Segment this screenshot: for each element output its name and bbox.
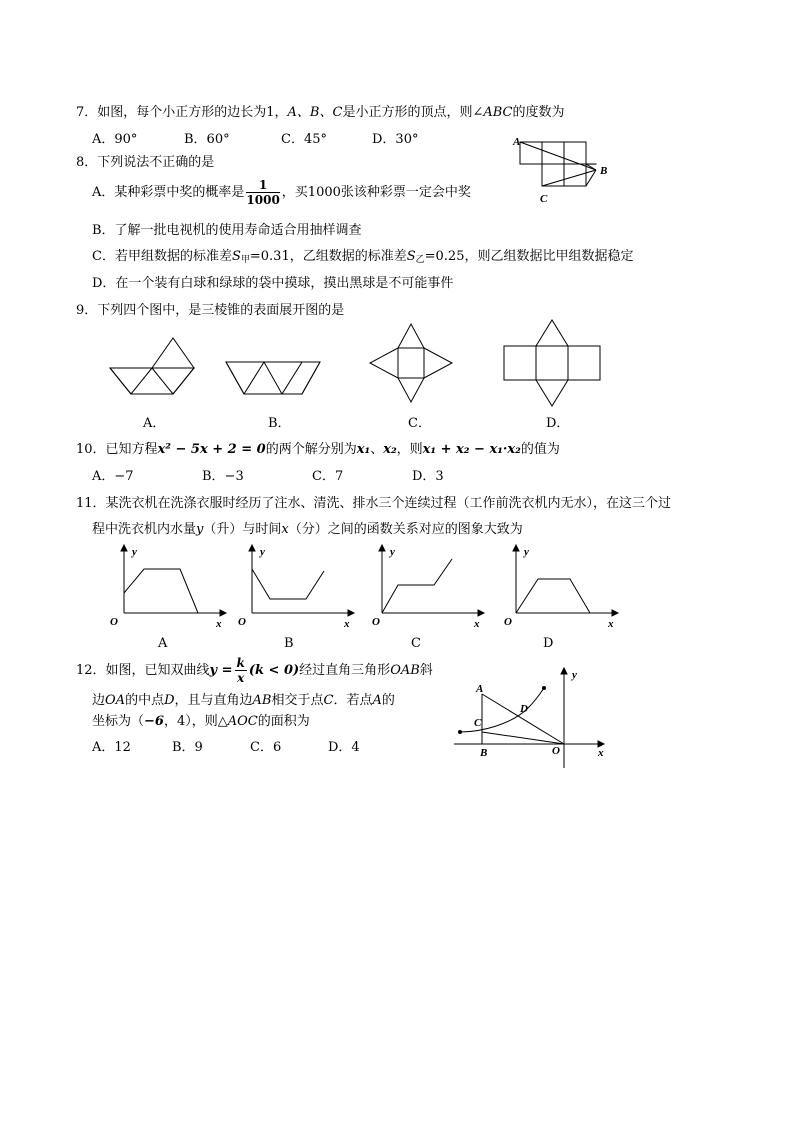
q11-c-xlabel: x <box>474 618 480 630</box>
q11-caption-a: A <box>158 636 168 651</box>
q9-caption-d: D． <box>546 416 570 431</box>
q7-grid-figure <box>510 134 610 214</box>
q12-line2 <box>92 692 395 710</box>
q11-a-ylabel: y <box>132 546 137 558</box>
q11-line2 <box>92 521 523 539</box>
q10-prefix: 10．已知方程 <box>76 442 158 457</box>
q10-equation: x² − 5x + 2 = 0 <box>157 442 266 457</box>
q8-c-prefix: C．若甲组数据的标准差 <box>92 249 232 264</box>
q12-curve-end-dot <box>542 686 546 690</box>
q12-oa: OA <box>105 693 126 708</box>
q9-caption-a: A． <box>143 416 166 431</box>
q12-option-a: A．12 <box>92 740 131 755</box>
q11-b-xlabel: x <box>344 618 350 630</box>
q12-stem <box>76 656 433 686</box>
q8-c-s2: S <box>406 249 416 264</box>
q12-label-b: B <box>480 747 488 759</box>
q12-c: C <box>323 693 334 708</box>
q10-option-a: A．−7 <box>92 469 134 484</box>
q11-caption-b: B <box>284 636 294 651</box>
q12-prefix: 12．如图，已知双曲线 <box>76 663 210 678</box>
q8-a-suffix: ，买1000张该种彩票一定会中奖 <box>281 185 471 200</box>
q11-l2a: 程中洗衣机内水量 <box>92 522 197 537</box>
q12-l2f: 的 <box>381 693 395 708</box>
q11-caption-d: D <box>543 636 554 651</box>
q7-tail: 的度数为 <box>512 105 565 120</box>
q10-option-b: B．−3 <box>202 469 244 484</box>
q10-x2: x₂ <box>383 442 397 457</box>
q8-frac-num: 1 <box>246 178 279 193</box>
q8-c-mid: =0.31，乙组数据的标准差 <box>249 249 407 264</box>
q9-caption-c: C． <box>408 416 431 431</box>
q12-end1: 斜 <box>419 663 433 678</box>
q8-c-suffix: =0.25，则乙组数据比甲组数据稳定 <box>424 249 634 264</box>
q11-c-ylabel: y <box>390 546 395 558</box>
q12-label-x: x <box>598 747 604 759</box>
q12-eq-cond: (k < 0) <box>248 663 300 678</box>
q12-l3c: ，4），则△ <box>163 714 228 729</box>
q12-line3 <box>92 713 310 731</box>
q10-sep: 、 <box>370 442 384 457</box>
q9-figure-b <box>226 356 326 396</box>
q12-label-c: C <box>474 717 482 729</box>
q9-figure-a <box>108 332 198 402</box>
q12-l2a: 边 <box>92 693 106 708</box>
q12-aoc: AOC <box>227 714 258 729</box>
q12-options <box>92 739 360 757</box>
q10-stem <box>76 441 560 459</box>
q7-suffix: 是小正方形的顶点，则∠ <box>342 105 484 120</box>
q12-d: D <box>164 693 175 708</box>
q10-option-c: C．7 <box>312 469 344 484</box>
q7-prefix: 7．如图，每个小正方形的边长为1， <box>76 105 288 120</box>
q12-l3d: 的面积为 <box>257 714 310 729</box>
q7-points: A、B、C <box>287 105 343 120</box>
q11-x: x <box>281 522 289 537</box>
q9-caption-b: B． <box>268 416 291 431</box>
q12-eq-num: k <box>236 656 245 670</box>
q12-l2c: ，且与直角边 <box>174 693 253 708</box>
q7-options <box>92 131 418 149</box>
q12-option-d: D．4 <box>328 740 360 755</box>
q9-stem: 9．下列四个图中，是三棱锥的表面展开图的是 <box>76 303 345 318</box>
q10-x1: x₁ <box>356 442 371 457</box>
q11-graph-a <box>108 543 228 633</box>
q8-option-a <box>92 178 471 208</box>
q10-options <box>92 468 444 486</box>
q11-a-xlabel: x <box>216 618 222 630</box>
q7-label-c: C <box>540 193 548 205</box>
q9-figure-c <box>368 318 458 408</box>
q8-a-prefix: A．某种彩票中奖的概率是 <box>92 185 245 200</box>
q10-then: ，则 <box>396 442 423 457</box>
q11-line1: 11．某洗衣机在洗涤衣服时经历了注水、清洗、排水三个连续过程（工作前洗衣机内无水），在这三个过 <box>76 496 672 511</box>
q11-b-origin: O <box>238 616 246 628</box>
q12-eq-lhs: y = <box>209 663 233 678</box>
q12-l3a: 坐标为（ <box>92 714 145 729</box>
q11-graph-c <box>366 543 486 633</box>
q7-angle: ABC <box>483 105 513 120</box>
q8-option-b: B．了解一批电视机的使用寿命适合用抽样调查 <box>92 223 362 238</box>
q12-eq-den: x <box>237 671 245 685</box>
q11-l2b: （升）与时间 <box>203 522 282 537</box>
q12-figure <box>452 664 612 774</box>
q8-option-d: D．在一个装有白球和绿球的袋中摸球，摸出黑球是不可能事件 <box>92 276 454 291</box>
q12-l2d: 相交于点 <box>271 693 324 708</box>
q10-tail: 的值为 <box>520 442 560 457</box>
q7-label-a: A <box>513 136 521 148</box>
q12-label-a: A <box>476 683 484 695</box>
q12-curve-start-dot <box>458 730 462 734</box>
q11-c-origin: O <box>372 616 380 628</box>
q8-option-c <box>92 248 633 269</box>
q8-fraction <box>246 178 279 207</box>
q10-expression: x₁ + x₂ − x₁·x₂ <box>422 442 521 457</box>
q12-l3b: −6 <box>144 714 164 729</box>
q10-option-d: D．3 <box>412 469 444 484</box>
q8-frac-den: 1000 <box>246 193 280 207</box>
q12-label-o: O <box>552 745 560 757</box>
q12-l2b: 的中点 <box>125 693 165 708</box>
q12-label-y: y <box>572 669 577 681</box>
q7-stem <box>76 104 565 122</box>
q8-stem: 8．下列说法不正确的是 <box>76 155 215 170</box>
q11-y: y <box>196 522 204 537</box>
q11-caption-c: C <box>411 636 421 651</box>
q12-tri: OAB <box>390 663 420 678</box>
q11-graph-d <box>500 543 620 633</box>
q12-ab: AB <box>252 693 272 708</box>
q10-mid: 的两个解分别为 <box>265 442 357 457</box>
q7-option-a: A．90° <box>92 132 138 147</box>
q11-d-xlabel: x <box>608 618 614 630</box>
q12-post: 经过直角三角形 <box>299 663 391 678</box>
q8-c-sub1: 甲 <box>240 255 250 265</box>
q12-eq-fraction <box>235 656 247 685</box>
q7-option-c: C．45° <box>281 132 327 147</box>
q12-option-b: B．9 <box>172 740 203 755</box>
q7-option-d: D．30° <box>372 132 419 147</box>
q11-d-origin: O <box>504 616 512 628</box>
q12-label-d: D <box>520 703 528 715</box>
q11-d-ylabel: y <box>524 546 529 558</box>
q11-a-origin: O <box>110 616 118 628</box>
q8-c-sub2: 乙 <box>415 255 425 265</box>
q11-b-ylabel: y <box>260 546 265 558</box>
q12-option-c: C．6 <box>250 740 282 755</box>
q12-l2e: ．若点 <box>333 693 373 708</box>
q9-figure-d <box>502 318 602 408</box>
q11-l2c: （分）之间的函数关系对应的图象大致为 <box>288 522 523 537</box>
q7-option-b: B．60° <box>184 132 230 147</box>
q11-graph-b <box>236 543 356 633</box>
q12-a: A <box>372 693 382 708</box>
q8-c-s1: S <box>231 249 241 264</box>
q7-label-b: B <box>600 165 608 177</box>
